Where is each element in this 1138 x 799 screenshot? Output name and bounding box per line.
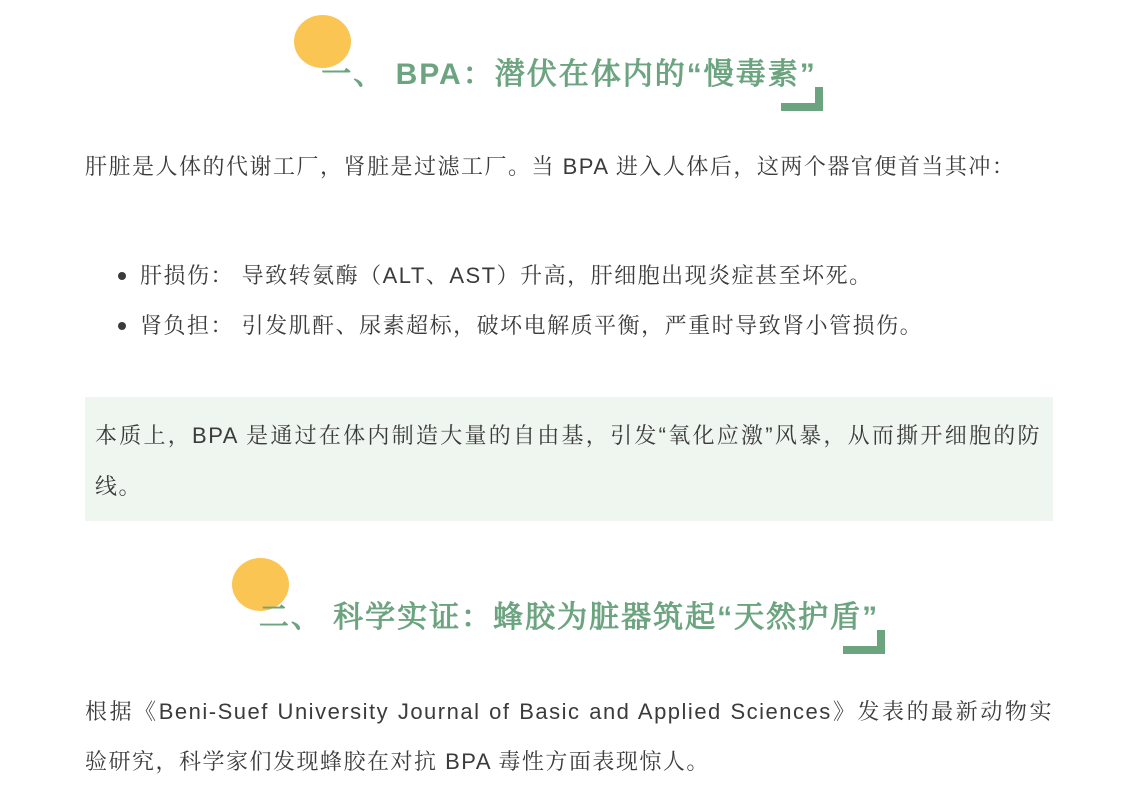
section-2-heading-row	[85, 595, 1053, 641]
section-2-title: 二、 科学实证：蜂胶为脏器筑起“天然护盾”	[258, 601, 880, 634]
section-propolis-evidence	[85, 595, 1053, 787]
organ-effects-list	[118, 251, 1053, 351]
section-bpa-toxin	[85, 52, 1053, 521]
highlight-callout-box	[85, 397, 1053, 521]
bullet-dot-icon	[118, 322, 126, 330]
section-2-intro-paragraph: 根据《Beni-Suef University Journal of Basic and Applied Sciences》发表的最新动物实验研究，科学家们发现蜂胶在对抗 BPA 毒性方面表现惊人。	[85, 699, 1053, 774]
section-1-title: 一、 BPA：潜伏在体内的“慢毒素”	[321, 58, 817, 91]
section-1-heading	[321, 52, 816, 98]
section-1-intro-paragraph: 肝脏是人体的代谢工厂，肾脏是过滤工厂。当 BPA 进入人体后，这两个器官便首当其冲：	[85, 154, 1016, 179]
section-2-heading	[259, 595, 879, 641]
section-1-heading-row	[85, 52, 1053, 98]
bullet-dot-icon	[118, 272, 126, 280]
callout-text: 本质上，BPA 是通过在体内制造大量的自由基，引发“氧化应激”风暴，从而撕开细胞的防线。	[95, 423, 1041, 499]
list-item-liver-text: 肝损伤： 导致转氨酶（ALT、AST）升高，肝细胞出现炎症甚至坏死。	[140, 263, 873, 288]
list-item-kidney-text: 肾负担： 引发肌酐、尿素超标，破坏电解质平衡，严重时导致肾小管损伤。	[140, 313, 924, 338]
list-item-kidney	[118, 301, 1053, 351]
list-item-liver	[118, 251, 1053, 301]
